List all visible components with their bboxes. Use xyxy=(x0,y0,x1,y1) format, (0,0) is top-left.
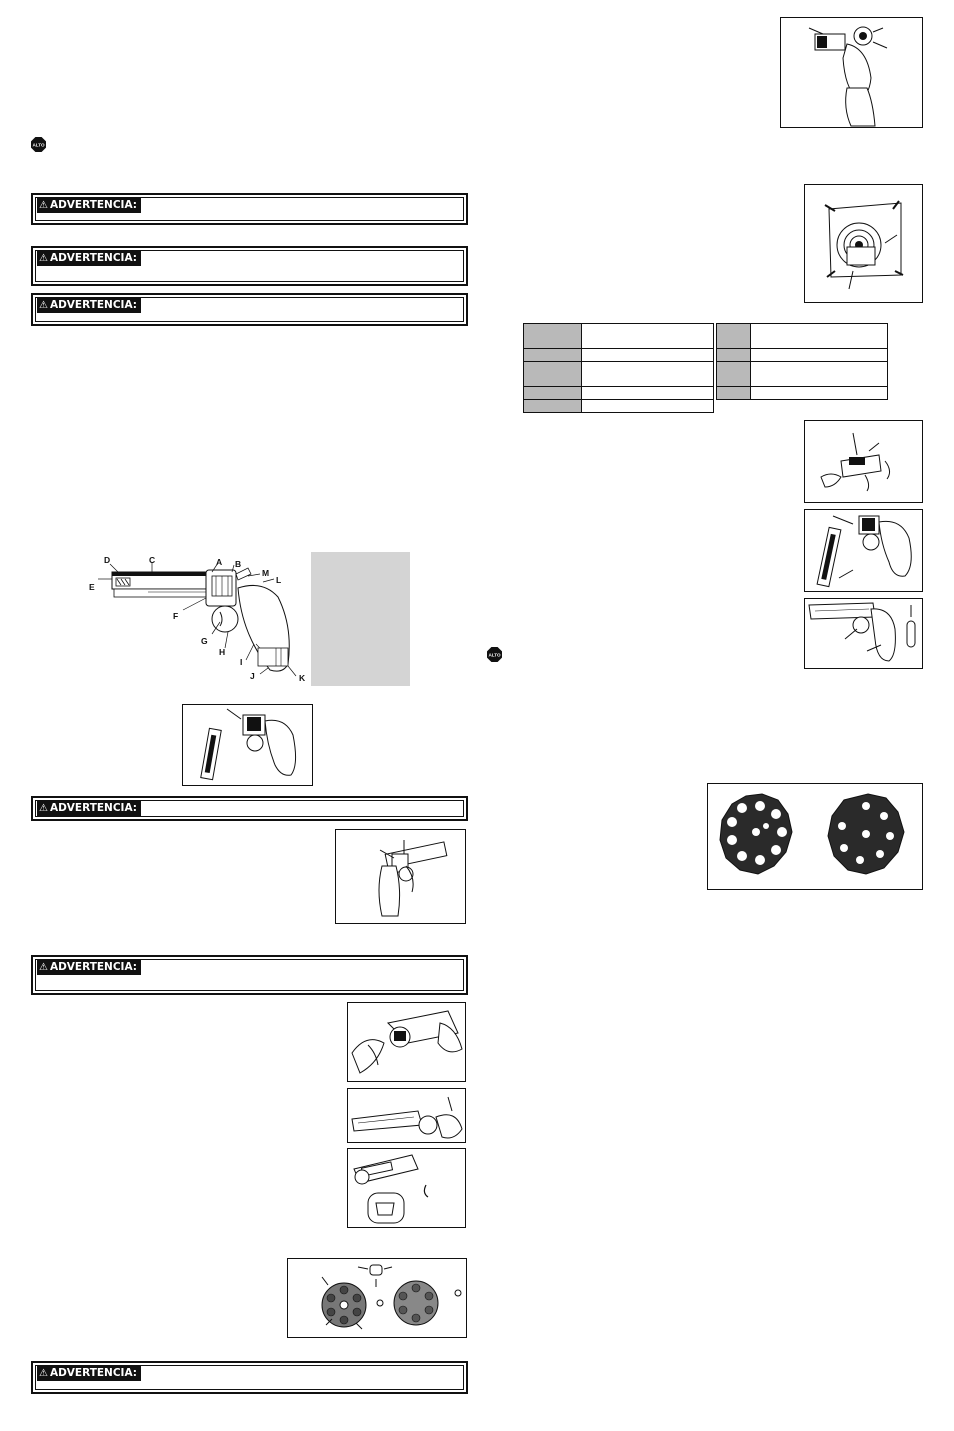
figure-open-revolver xyxy=(182,704,313,786)
stop-sign-icon xyxy=(487,647,502,662)
cylinder-front-icon xyxy=(720,794,792,874)
warning-label: ⚠ ADVERTENCIA: xyxy=(37,1366,141,1381)
part-label: H xyxy=(219,647,226,657)
warning-box xyxy=(31,955,468,995)
warning-label: ⚠ ADVERTENCIA: xyxy=(37,198,141,213)
warning-triangle-icon: ⚠ xyxy=(39,803,48,814)
warning-triangle-icon: ⚠ xyxy=(39,962,48,973)
warning-triangle-icon: ⚠ xyxy=(39,253,48,264)
figure-cylinder-release xyxy=(335,829,466,924)
part-label: M xyxy=(262,568,270,578)
part-label: G xyxy=(201,636,208,646)
figure-cylinder-comparison xyxy=(707,783,923,890)
warning-label: ⚠ ADVERTENCIA: xyxy=(37,251,141,266)
warning-label: ⚠ ADVERTENCIA: xyxy=(37,298,141,313)
warning-box xyxy=(31,246,468,286)
stop-sign-label: ALTO xyxy=(32,142,45,148)
warning-triangle-icon: ⚠ xyxy=(39,300,48,311)
revolver-parts-diagram xyxy=(88,552,313,686)
part-label: J xyxy=(250,671,255,681)
warning-label: ⚠ ADVERTENCIA: xyxy=(37,801,141,816)
warning-box xyxy=(31,796,468,821)
part-label: C xyxy=(149,555,156,565)
cylinder-back-icon xyxy=(828,794,904,874)
part-label: F xyxy=(173,611,179,621)
figure-loading-hands xyxy=(347,1002,466,1082)
part-label: A xyxy=(216,557,223,567)
part-label: B xyxy=(235,559,242,569)
stop-sign-icon xyxy=(31,137,46,152)
revolver-illustration xyxy=(88,552,313,686)
parts-legend-panel xyxy=(311,552,410,686)
figure-open-revolver-2 xyxy=(804,509,923,592)
warning-triangle-icon: ⚠ xyxy=(39,200,48,211)
figure-adjust-sights xyxy=(804,420,923,503)
figure-insert-co2 xyxy=(804,598,923,669)
part-label: E xyxy=(89,582,95,592)
figure-target xyxy=(804,184,923,303)
figure-cylinder-loading xyxy=(287,1258,467,1338)
specs-table-right xyxy=(716,323,888,400)
part-label: L xyxy=(276,575,282,585)
figure-hand-holding-revolver xyxy=(780,17,923,128)
figure-revolver-side xyxy=(347,1088,466,1143)
warning-box xyxy=(31,293,468,326)
warning-box xyxy=(31,1361,468,1394)
figure-co2-grip xyxy=(347,1148,466,1228)
part-label: K xyxy=(299,673,306,683)
warning-label: ⚠ ADVERTENCIA: xyxy=(37,960,141,975)
part-label: D xyxy=(104,555,111,565)
specs-table-left xyxy=(523,323,714,413)
part-label: I xyxy=(240,657,243,667)
warning-box xyxy=(31,193,468,225)
stop-sign-label: ALTO xyxy=(488,652,501,658)
warning-triangle-icon: ⚠ xyxy=(39,1368,48,1379)
